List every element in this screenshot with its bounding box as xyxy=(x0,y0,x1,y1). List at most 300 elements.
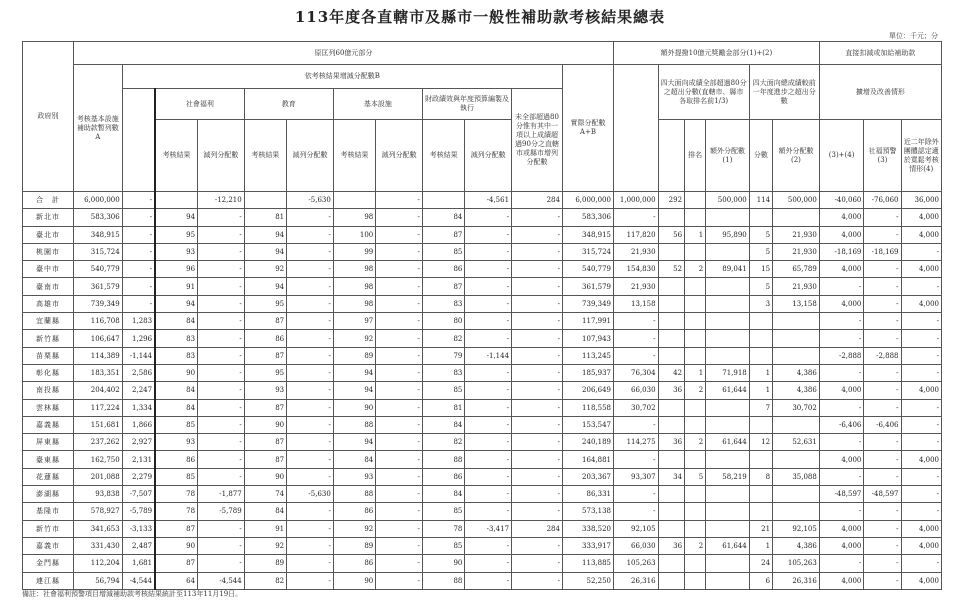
cell-gov-name: 雲林縣 xyxy=(23,399,74,416)
cell-education-adjust: - xyxy=(287,243,334,260)
cell-gov-name: 合 計 xyxy=(23,192,74,209)
cell-welfare-warning: - xyxy=(864,261,901,278)
cell-four80-score: 56 xyxy=(658,226,685,243)
cell-extra-alloc-2 xyxy=(773,313,820,330)
cell-education-score: 90 xyxy=(244,468,286,485)
cell-base-a: 331,430 xyxy=(73,537,122,554)
cell-sum34: 4,000 xyxy=(819,382,864,399)
cell-welfare-adjust: - xyxy=(198,434,245,451)
cell-welfare-adjust: - xyxy=(198,295,245,312)
cell-finance-adjust: - xyxy=(465,261,512,278)
cell-welfare-score: 84 xyxy=(155,313,197,330)
cell-gov-name: 基隆市 xyxy=(23,503,74,520)
cell-education-score xyxy=(244,192,286,209)
cell-education-adjust: -5,630 xyxy=(287,192,334,209)
cell-welfare-score: 83 xyxy=(155,330,197,347)
cell-two-year: - xyxy=(901,330,941,347)
cell-unallocated: - xyxy=(512,416,563,433)
cell-extra-alloc-2: 4,386 xyxy=(773,382,820,399)
cell-four80-rank: 5 xyxy=(685,468,706,485)
cell-infra-score: 92 xyxy=(333,520,375,537)
cell-progress-score: 6 xyxy=(749,572,772,589)
cell-base-a: 315,724 xyxy=(73,243,122,260)
cell-extra-total: 76,304 xyxy=(613,364,658,381)
cell-unallocated: - xyxy=(512,537,563,554)
cell-welfare-score: 96 xyxy=(155,261,197,278)
cell-four80-score xyxy=(658,555,685,572)
cell-b-total: - xyxy=(122,278,155,295)
cell-unallocated: - xyxy=(512,347,563,364)
header-welfare-warning: 社福預警(3) xyxy=(864,120,901,192)
cell-welfare-adjust: - xyxy=(198,416,245,433)
cell-infra-adjust: - xyxy=(376,572,423,589)
cell-education-adjust: - xyxy=(287,416,334,433)
cell-base-a: 114,389 xyxy=(73,347,122,364)
cell-base-a: 361,579 xyxy=(73,278,122,295)
cell-progress-score xyxy=(749,209,772,226)
cell-sum34: - xyxy=(819,313,864,330)
cell-extra-total: - xyxy=(613,209,658,226)
table-row xyxy=(23,382,942,399)
cell-progress-score xyxy=(749,486,772,503)
cell-welfare-adjust: -5,789 xyxy=(198,503,245,520)
cell-gov-name: 連江縣 xyxy=(23,572,74,589)
cell-progress-score xyxy=(749,313,772,330)
cell-actual: 739,349 xyxy=(562,295,613,312)
cell-welfare-adjust: - xyxy=(198,468,245,485)
cell-base-a: 151,681 xyxy=(73,416,122,433)
cell-four80-score xyxy=(658,209,685,226)
cell-welfare-adjust: - xyxy=(198,313,245,330)
cell-education-score: 82 xyxy=(244,572,286,589)
cell-finance-adjust: - xyxy=(465,209,512,226)
cell-infra-score: 98 xyxy=(333,209,375,226)
cell-finance-adjust: - xyxy=(465,295,512,312)
cell-actual: 118,558 xyxy=(562,399,613,416)
cell-extra-alloc-1: 71,918 xyxy=(706,364,749,381)
cell-base-a: 6,000,000 xyxy=(73,192,122,209)
cell-welfare-score: 64 xyxy=(155,572,197,589)
cell-extra-alloc-2 xyxy=(773,347,820,364)
cell-extra-alloc-1 xyxy=(706,243,749,260)
cell-welfare-score: 91 xyxy=(155,278,197,295)
cell-extra-alloc-2: 4,386 xyxy=(773,364,820,381)
cell-progress-score xyxy=(749,416,772,433)
cell-finance-adjust: - xyxy=(465,243,512,260)
cell-sum34: - xyxy=(819,503,864,520)
cell-actual: 86,331 xyxy=(562,486,613,503)
total-row xyxy=(23,192,942,209)
cell-progress-score: 114 xyxy=(749,192,772,209)
cell-infra-adjust: - xyxy=(376,416,423,433)
cell-four80-score: 36 xyxy=(658,434,685,451)
header-actual: 實際分配數 A+B xyxy=(562,65,613,192)
cell-actual: 185,937 xyxy=(562,364,613,381)
cell-education-score: 87 xyxy=(244,451,286,468)
cell-education-adjust: - xyxy=(287,434,334,451)
cell-b-total: -4,544 xyxy=(122,572,155,589)
cell-infra-score: 92 xyxy=(333,330,375,347)
cell-base-a: 578,927 xyxy=(73,503,122,520)
cell-gov-name: 南投縣 xyxy=(23,382,74,399)
cell-extra-alloc-1 xyxy=(706,347,749,364)
table-row xyxy=(23,399,942,416)
cell-finance-score: 86 xyxy=(422,261,464,278)
cell-extra-alloc-2: 65,789 xyxy=(773,261,820,278)
table-row xyxy=(23,364,942,381)
cell-progress-score: 8 xyxy=(749,468,772,485)
cell-infra-score: 98 xyxy=(333,261,375,278)
table-row xyxy=(23,555,942,572)
cell-progress-score: 12 xyxy=(749,434,772,451)
cell-extra-alloc-2: 500,000 xyxy=(773,192,820,209)
cell-actual: 52,250 xyxy=(562,572,613,589)
cell-welfare-adjust: - xyxy=(198,278,245,295)
cell-base-a: 117,224 xyxy=(73,399,122,416)
cell-b-total: - xyxy=(122,192,155,209)
cell-b-total: 2,927 xyxy=(122,434,155,451)
cell-infra-score: 88 xyxy=(333,416,375,433)
cell-finance-score: 85 xyxy=(422,243,464,260)
cell-two-year: 4,000 xyxy=(901,520,941,537)
cell-finance-score: 85 xyxy=(422,382,464,399)
cell-four80-score xyxy=(658,572,685,589)
cell-sum34: -18,169 xyxy=(819,243,864,260)
cell-education-adjust: -5,630 xyxy=(287,486,334,503)
cell-progress-score: 24 xyxy=(749,555,772,572)
cell-welfare-adjust: -1,877 xyxy=(198,486,245,503)
cell-four80-rank xyxy=(685,192,706,209)
cell-unallocated: - xyxy=(512,261,563,278)
cell-four80-rank xyxy=(685,416,706,433)
cell-four80-score: 36 xyxy=(658,382,685,399)
cell-finance-adjust: - xyxy=(465,416,512,433)
cell-four80-rank xyxy=(685,330,706,347)
cell-welfare-warning: - xyxy=(864,572,901,589)
cell-education-adjust: - xyxy=(287,503,334,520)
cell-welfare-warning: - xyxy=(864,537,901,554)
footnote: 備註：社會福利預警項目增減補助款考核結果統計至113年11月19日。 xyxy=(22,590,243,598)
cell-actual: 206,649 xyxy=(562,382,613,399)
cell-finance-adjust: - xyxy=(465,313,512,330)
cell-welfare-warning: - xyxy=(864,399,901,416)
table-row xyxy=(23,347,942,364)
cell-extra-total: 114,275 xyxy=(613,434,658,451)
cell-four80-score xyxy=(658,486,685,503)
cell-finance-adjust: - xyxy=(465,434,512,451)
cell-welfare-adjust: - xyxy=(198,347,245,364)
cell-education-score: 86 xyxy=(244,330,286,347)
header-extra-alloc-1: 額外分配數(1) xyxy=(706,120,749,192)
cell-finance-score xyxy=(422,192,464,209)
cell-education-adjust: - xyxy=(287,451,334,468)
header-infra: 基本設施 xyxy=(333,89,422,120)
cell-extra-alloc-2 xyxy=(773,451,820,468)
cell-actual: 348,915 xyxy=(562,226,613,243)
header-extra-alloc-2: 額外分配數(2) xyxy=(773,120,820,192)
cell-four80-rank xyxy=(685,243,706,260)
cell-finance-score: 84 xyxy=(422,209,464,226)
cell-infra-adjust: - xyxy=(376,451,423,468)
cell-sum34: -6,406 xyxy=(819,416,864,433)
table-row xyxy=(23,520,942,537)
cell-gov-name: 桃園市 xyxy=(23,243,74,260)
cell-welfare-adjust: - xyxy=(198,537,245,554)
cell-unallocated: - xyxy=(512,278,563,295)
cell-four80-score: 42 xyxy=(658,364,685,381)
cell-extra-alloc-1 xyxy=(706,313,749,330)
cell-progress-score xyxy=(749,330,772,347)
cell-unallocated: 284 xyxy=(512,520,563,537)
cell-actual: 203,367 xyxy=(562,468,613,485)
cell-infra-adjust: - xyxy=(376,399,423,416)
cell-education-score: 87 xyxy=(244,313,286,330)
cell-four80-score: 34 xyxy=(658,468,685,485)
cell-two-year: 4,000 xyxy=(901,382,941,399)
cell-actual: 583,306 xyxy=(562,209,613,226)
header-four-progress: 四大面向總成績較前一年度進步之超出分數 xyxy=(749,65,819,120)
cell-welfare-adjust: - xyxy=(198,243,245,260)
cell-b-total: 1,334 xyxy=(122,399,155,416)
cell-two-year: 4,000 xyxy=(901,295,941,312)
cell-b-total: - xyxy=(122,295,155,312)
table-row xyxy=(23,451,942,468)
header-two-year: 近二年除外團體認定適於寬鬆考核情形(4) xyxy=(901,120,941,192)
cell-extra-total: 26,316 xyxy=(613,572,658,589)
cell-sum34: - xyxy=(819,364,864,381)
cell-gov-name: 新北市 xyxy=(23,209,74,226)
cell-education-score: 94 xyxy=(244,278,286,295)
cell-welfare-warning: - xyxy=(864,503,901,520)
cell-finance-adjust: -1,144 xyxy=(465,347,512,364)
cell-education-adjust: - xyxy=(287,347,334,364)
cell-welfare-adjust: - xyxy=(198,520,245,537)
cell-base-a: 341,653 xyxy=(73,520,122,537)
cell-actual: 361,579 xyxy=(562,278,613,295)
cell-two-year: - xyxy=(901,468,941,485)
header-four80: 四大面向成績全部超過80分之超出分數(直轄市、縣市各取排名前1/3) xyxy=(658,65,749,120)
cell-finance-adjust: - xyxy=(465,486,512,503)
cell-welfare-warning: - xyxy=(864,313,901,330)
cell-b-total: 2,279 xyxy=(122,468,155,485)
cell-infra-score: 100 xyxy=(333,226,375,243)
cell-finance-adjust: - xyxy=(465,226,512,243)
cell-progress-score: 1 xyxy=(749,382,772,399)
cell-infra-adjust: - xyxy=(376,330,423,347)
table-row xyxy=(23,416,942,433)
cell-education-score: 93 xyxy=(244,382,286,399)
cell-unallocated: - xyxy=(512,209,563,226)
cell-sum34: 4,000 xyxy=(819,451,864,468)
cell-gov-name: 臺北市 xyxy=(23,226,74,243)
cell-gov-name: 嘉義市 xyxy=(23,537,74,554)
cell-infra-score xyxy=(333,192,375,209)
cell-education-score: 91 xyxy=(244,520,286,537)
cell-actual: 113,885 xyxy=(562,555,613,572)
cell-actual: 107,943 xyxy=(562,330,613,347)
cell-extra-alloc-2: 35,088 xyxy=(773,468,820,485)
cell-base-a: 348,915 xyxy=(73,226,122,243)
cell-extra-alloc-2 xyxy=(773,209,820,226)
cell-infra-score: 88 xyxy=(333,486,375,503)
cell-infra-adjust: - xyxy=(376,295,423,312)
cell-education-adjust: - xyxy=(287,537,334,554)
cell-infra-score: 98 xyxy=(333,295,375,312)
cell-b-total: -5,789 xyxy=(122,503,155,520)
cell-progress-score xyxy=(749,451,772,468)
cell-welfare-warning: - xyxy=(864,434,901,451)
cell-b-total: 1,296 xyxy=(122,330,155,347)
header-welfare-adjust: 減列分配數 xyxy=(198,120,245,192)
cell-unallocated: - xyxy=(512,555,563,572)
cell-two-year: 36,000 xyxy=(901,192,941,209)
cell-two-year: - xyxy=(901,416,941,433)
cell-infra-score: 98 xyxy=(333,278,375,295)
cell-education-adjust: - xyxy=(287,313,334,330)
cell-extra-alloc-2: 105,263 xyxy=(773,555,820,572)
cell-infra-adjust: - xyxy=(376,434,423,451)
cell-infra-adjust: - xyxy=(376,347,423,364)
cell-welfare-score: 85 xyxy=(155,468,197,485)
cell-welfare-score: 94 xyxy=(155,209,197,226)
cell-welfare-warning: -18,169 xyxy=(864,243,901,260)
cell-two-year: - xyxy=(901,347,941,364)
table-body xyxy=(23,192,942,590)
cell-four80-rank xyxy=(685,520,706,537)
cell-finance-score: 86 xyxy=(422,468,464,485)
cell-welfare-score: 83 xyxy=(155,347,197,364)
cell-finance-adjust: -3,417 xyxy=(465,520,512,537)
cell-infra-adjust: - xyxy=(376,364,423,381)
cell-finance-adjust: - xyxy=(465,364,512,381)
cell-four80-rank xyxy=(685,399,706,416)
cell-finance-adjust: - xyxy=(465,555,512,572)
table-row xyxy=(23,468,942,485)
cell-finance-adjust: -4,561 xyxy=(465,192,512,209)
cell-finance-score: 84 xyxy=(422,486,464,503)
cell-actual: 540,779 xyxy=(562,261,613,278)
cell-finance-score: 84 xyxy=(422,416,464,433)
cell-extra-total: 66,030 xyxy=(613,382,658,399)
cell-education-score: 89 xyxy=(244,555,286,572)
cell-extra-total: - xyxy=(613,451,658,468)
cell-welfare-adjust: - xyxy=(198,399,245,416)
cell-unallocated: - xyxy=(512,399,563,416)
cell-extra-alloc-2: 92,105 xyxy=(773,520,820,537)
table-row xyxy=(23,503,942,520)
cell-sum34: 4,000 xyxy=(819,209,864,226)
cell-extra-total: 1,000,000 xyxy=(613,192,658,209)
cell-finance-score: 87 xyxy=(422,278,464,295)
cell-extra-total: - xyxy=(613,330,658,347)
cell-extra-total: 92,105 xyxy=(613,520,658,537)
cell-extra-alloc-1 xyxy=(706,555,749,572)
cell-b-total: - xyxy=(122,209,155,226)
cell-welfare-warning: - xyxy=(864,278,901,295)
cell-base-a: 183,351 xyxy=(73,364,122,381)
cell-base-a: 162,750 xyxy=(73,451,122,468)
cell-education-adjust: - xyxy=(287,295,334,312)
cell-four80-rank: 2 xyxy=(685,434,706,451)
cell-extra-alloc-2 xyxy=(773,416,820,433)
cell-gov-name: 臺中市 xyxy=(23,261,74,278)
cell-welfare-warning: - xyxy=(864,451,901,468)
cell-infra-adjust: - xyxy=(376,486,423,503)
cell-gov-name: 屏東縣 xyxy=(23,434,74,451)
cell-education-score: 92 xyxy=(244,261,286,278)
cell-welfare-warning: - xyxy=(864,382,901,399)
cell-four80-rank xyxy=(685,486,706,503)
cell-extra-alloc-2 xyxy=(773,486,820,503)
cell-welfare-warning: -48,597 xyxy=(864,486,901,503)
cell-extra-alloc-1 xyxy=(706,416,749,433)
header-finance-score: 考核結果 xyxy=(422,120,464,192)
cell-infra-adjust: - xyxy=(376,537,423,554)
cell-four80-rank: 2 xyxy=(685,537,706,554)
cell-unallocated: - xyxy=(512,295,563,312)
cell-base-a: 116,708 xyxy=(73,313,122,330)
cell-two-year: 4,000 xyxy=(901,226,941,243)
cell-education-adjust: - xyxy=(287,520,334,537)
cell-welfare-score: 85 xyxy=(155,416,197,433)
cell-finance-score: 83 xyxy=(422,364,464,381)
cell-base-a: 93,838 xyxy=(73,486,122,503)
cell-finance-adjust: - xyxy=(465,572,512,589)
cell-two-year: - xyxy=(901,243,941,260)
cell-gov-name: 新竹縣 xyxy=(23,330,74,347)
cell-extra-alloc-1: 61,644 xyxy=(706,434,749,451)
cell-extra-alloc-1: 61,644 xyxy=(706,382,749,399)
cell-gov-name: 花蓮縣 xyxy=(23,468,74,485)
cell-b-total: 1,681 xyxy=(122,555,155,572)
cell-welfare-score: 78 xyxy=(155,486,197,503)
cell-extra-alloc-1 xyxy=(706,399,749,416)
cell-actual: 153,547 xyxy=(562,416,613,433)
cell-four80-rank: 2 xyxy=(685,261,706,278)
cell-b-total: - xyxy=(122,243,155,260)
cell-actual: 6,000,000 xyxy=(562,192,613,209)
cell-education-score: 95 xyxy=(244,295,286,312)
cell-extra-total: 21,930 xyxy=(613,278,658,295)
cell-education-adjust: - xyxy=(287,468,334,485)
cell-sum34: - xyxy=(819,330,864,347)
cell-four80-rank xyxy=(685,347,706,364)
cell-b-total: 1,866 xyxy=(122,416,155,433)
cell-education-score: 81 xyxy=(244,209,286,226)
cell-sum34: 4,000 xyxy=(819,261,864,278)
cell-extra-alloc-2: 21,930 xyxy=(773,243,820,260)
cell-extra-alloc-1: 95,890 xyxy=(706,226,749,243)
cell-b-total: -1,144 xyxy=(122,347,155,364)
cell-b-total: 2,247 xyxy=(122,382,155,399)
cell-education-adjust: - xyxy=(287,399,334,416)
cell-b-total: -7,507 xyxy=(122,486,155,503)
header-original60: 原匡列60億元部分 xyxy=(73,42,613,65)
cell-sum34: 4,000 xyxy=(819,537,864,554)
cell-unallocated: - xyxy=(512,226,563,243)
cell-base-a: 583,306 xyxy=(73,209,122,226)
cell-infra-score: 89 xyxy=(333,347,375,364)
cell-education-adjust: - xyxy=(287,330,334,347)
table-row xyxy=(23,209,942,226)
cell-infra-score: 97 xyxy=(333,313,375,330)
cell-education-adjust: - xyxy=(287,261,334,278)
cell-welfare-adjust: -4,544 xyxy=(198,572,245,589)
cell-gov-name: 彰化縣 xyxy=(23,364,74,381)
cell-infra-adjust: - xyxy=(376,520,423,537)
cell-extra-total: - xyxy=(613,486,658,503)
cell-extra-total: 13,158 xyxy=(613,295,658,312)
